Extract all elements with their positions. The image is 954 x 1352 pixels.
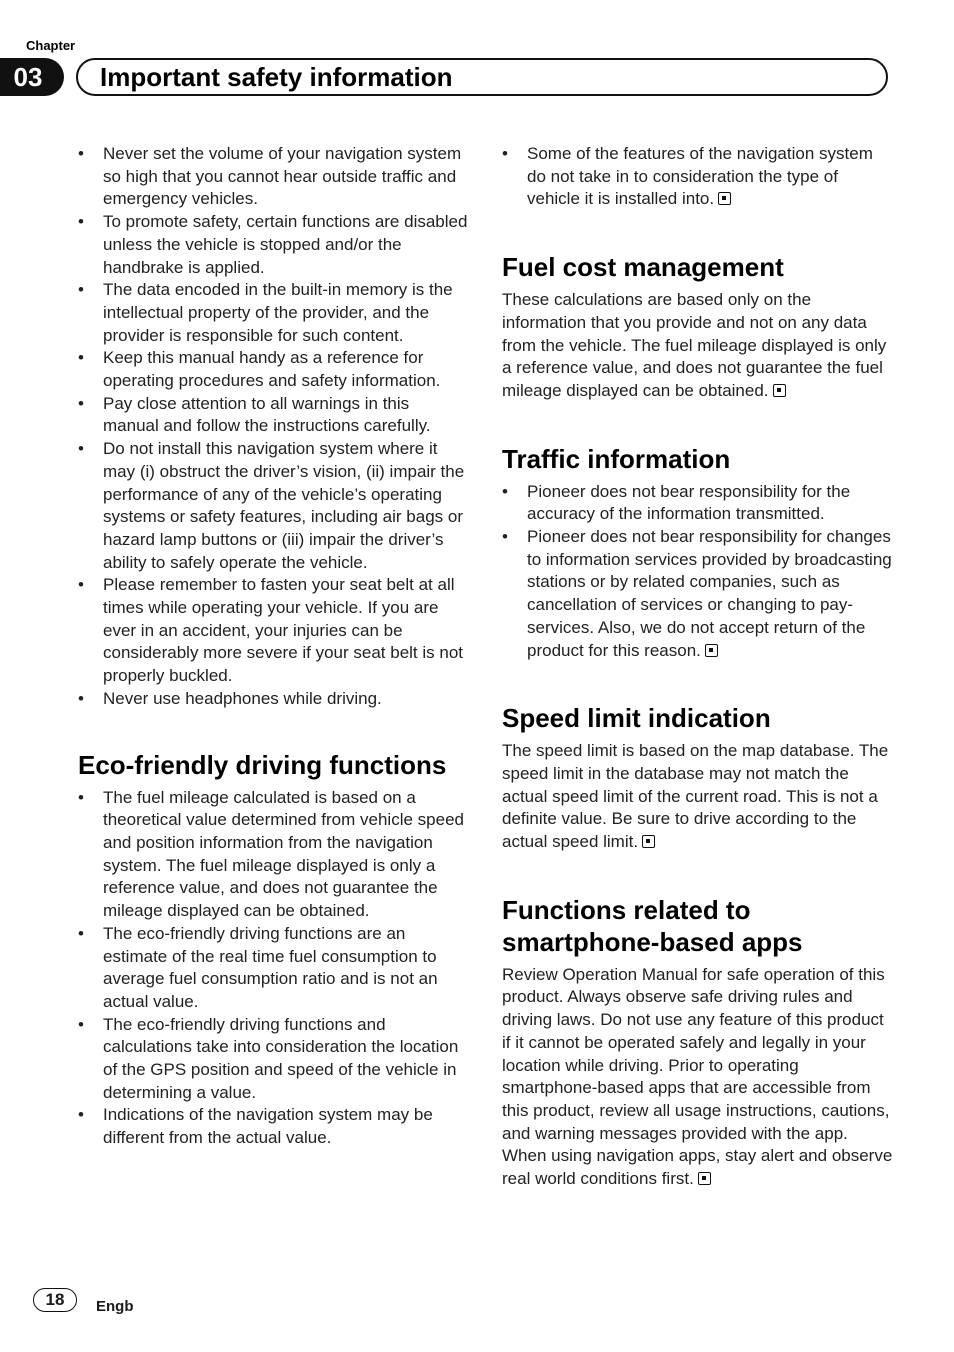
fuel-paragraph: [502, 289, 894, 403]
list-item-text: Some of the features of the navigation system do not take in to consideration the type of vehicle it is installed into.: [527, 144, 873, 209]
page-title: Important safety information: [100, 62, 453, 92]
features-bullet-list: [502, 143, 894, 211]
eco-heading: Eco-friendly driving functions: [78, 749, 447, 780]
end-mark-icon: [773, 384, 786, 397]
list-item: • Indications of the navigation system may be different from the actual value.: [78, 1104, 468, 1149]
list-item-text: Pioneer does not bear responsibility for changes to information services provided by broadcasting stations or by related companies, such as cancellation of services or changing to pay-services. Also, we do not accept return of the product for this reason.: [527, 527, 892, 660]
end-mark-icon: [698, 1172, 711, 1185]
traffic-heading: Traffic information: [502, 443, 731, 474]
speed-paragraph: [502, 740, 894, 854]
list-item: • To promote safety, certain functions are disabled unless the vehicle is stopped and/or the handbrake is applied.: [78, 211, 468, 279]
speed-heading: Speed limit indication: [502, 703, 771, 734]
right-column: [502, 143, 894, 1191]
smartphone-paragraph: [502, 964, 894, 1191]
left-column: [78, 143, 468, 1150]
list-item: [502, 526, 894, 662]
speed-text: The speed limit is based on the map database. The speed limit in the database may not match the actual speed limit of the current road. This is not a definite value. Be sure to drive according to the actual speed limit.: [502, 741, 889, 852]
end-mark-icon: [642, 835, 655, 848]
language-code: Engb: [96, 1298, 134, 1315]
safety-bullet-list: [78, 143, 468, 711]
chapter-number: 03: [0, 58, 64, 96]
list-item: • Never use headphones while driving.: [78, 688, 468, 711]
list-item: • Pay close attention to all warnings in this manual and follow the instructions carefully.: [78, 393, 468, 438]
list-item: • Never set the volume of your navigation system so high that you cannot hear outside traffic and emergency vehicles.: [78, 143, 468, 211]
list-item: • The data encoded in the built-in memory is the intellectual property of the provider, and the provider is responsible for such content.: [78, 279, 468, 347]
chapter-title-frame: [76, 58, 888, 96]
list-item: • Pioneer does not bear responsibility for the accuracy of the information transmitted.: [502, 481, 894, 526]
end-mark-icon: [718, 192, 731, 205]
end-mark-icon: [705, 644, 718, 657]
list-item: • Please remember to fasten your seat belt at all times while operating your vehicle. If you are ever in an accident, your injuries can be considerably more severe if your seat belt is not properly buckled.: [78, 574, 468, 688]
list-item: • The eco-friendly driving functions and calculations take into consideration the location of the GPS position and speed of the vehicle in determining a value.: [78, 1014, 468, 1105]
list-item: [502, 143, 894, 211]
traffic-bullet-list: [502, 481, 894, 663]
eco-bullet-list: [78, 787, 468, 1150]
list-item: • Do not install this navigation system where it may (i) obstruct the driver’s vision, (ii) impair the performance of any of the vehicle’s operating systems or safety features, including air bags or hazard lamp buttons or (iii) impair the driver’s ability to safely operate the vehicle.: [78, 438, 468, 574]
list-item: • Keep this manual handy as a reference for operating procedures and safety information.: [78, 347, 468, 392]
smartphone-text: Review Operation Manual for safe operation of this product. Always observe safe driving rules and driving laws. Do not use any feature of this product if it cannot be operated safely and legally in your location while driving. Prior to operating smartphone-based apps that are accessible from this product, review all usage instructions, cautions, and warning messages provided with the app. When using navigation apps, stay alert and observe real world conditions first.: [502, 964, 893, 1189]
fuel-text: These calculations are based only on the information that you provide and not on any data from the vehicle. The fuel mileage displayed is only a reference value, and does not guarantee the fuel mileage displayed can be obtained.: [502, 290, 887, 400]
smartphone-heading: Functions related to smartphone-based apps: [502, 894, 803, 957]
chapter-label: Chapter: [26, 38, 76, 53]
page-number: 18: [33, 1288, 77, 1312]
list-item: • The eco-friendly driving functions are an estimate of the real time fuel consumption to average fuel consumption ratio and is not an actual value.: [78, 923, 468, 1014]
list-item: • The fuel mileage calculated is based on a theoretical value determined from vehicle speed and position information from the navigation system. The fuel mileage displayed is only a reference value, and does not guarantee the mileage displayed can be obtained.: [78, 787, 468, 923]
fuel-heading: Fuel cost management: [502, 252, 784, 283]
